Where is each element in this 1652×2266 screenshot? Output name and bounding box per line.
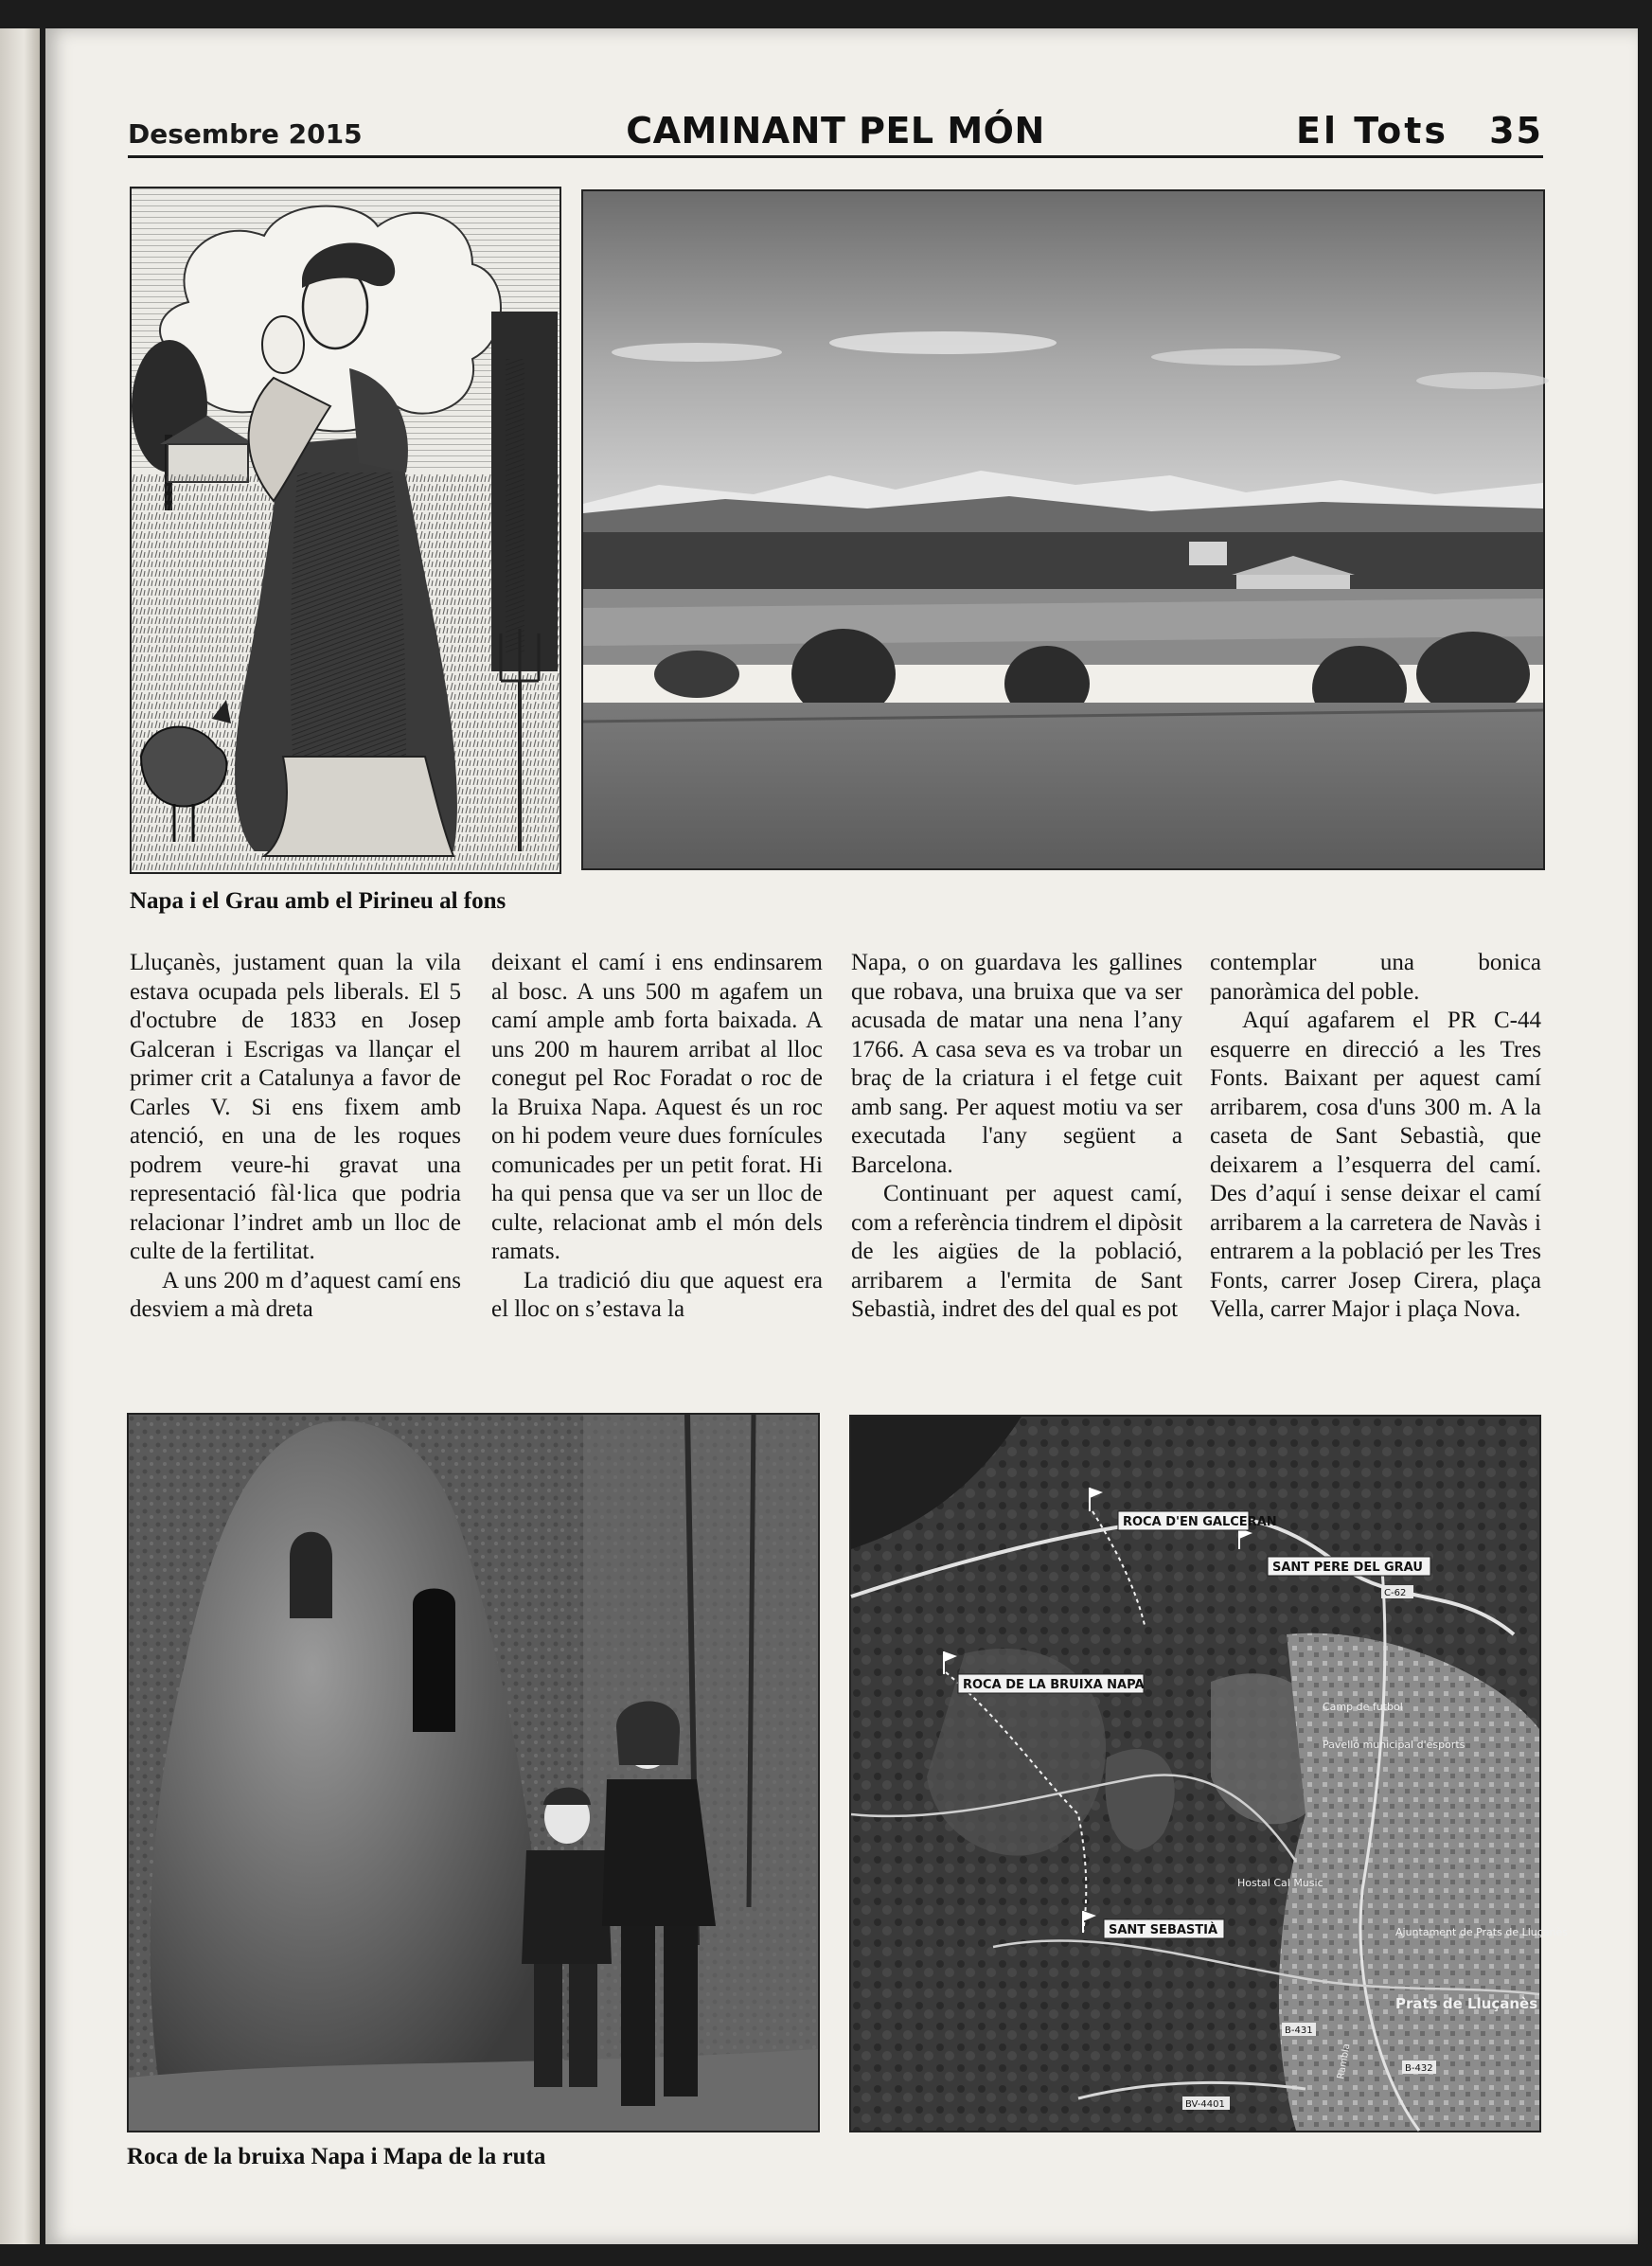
satellite-map: [851, 1417, 1568, 2131]
map-place-label: Camp de futbol: [1323, 1701, 1403, 1713]
map-road-label: BV-4401: [1185, 2099, 1225, 2110]
witch-drawing: [132, 188, 560, 872]
map-place-label: Ajuntament de Prats de Lluçanès: [1395, 1926, 1568, 1938]
route-map: [849, 1415, 1568, 2132]
text-column-4: [1210, 949, 1541, 1325]
map-marker-label: ROCA D'EN GALCERAN: [1123, 1515, 1277, 1529]
paragraph: A uns 200 m d’aquest camí ens desviem a mà dreta: [130, 1267, 461, 1322]
issue-date: Desembre 2015: [128, 118, 363, 150]
map-road-label: B-432: [1405, 2063, 1433, 2074]
map-place-label: Prats de Lluçanès: [1395, 1995, 1538, 2012]
caption-bottom: Roca de la bruixa Napa i Mapa de la ruta: [127, 2144, 546, 2169]
magazine-name: El Tots: [1296, 110, 1448, 152]
paragraph: La tradició diu que aquest era el lloc on s’estava la: [491, 1267, 823, 1322]
pyrenees-landscape: [583, 191, 1543, 868]
landscape-photo: [581, 189, 1545, 870]
rock-photo: [127, 1413, 820, 2132]
map-place-label: Pavelló municipal d'esports: [1323, 1739, 1465, 1751]
previous-page-edge: [0, 28, 40, 2244]
map-marker-label: ROCA DE LA BRUIXA NAPA: [963, 1678, 1145, 1692]
section-title: CAMINANT PEL MÓN: [626, 110, 1045, 152]
paragraph: Lluçanès, justament quan la vila estava ocupada pels liberals. El 5 d'octubre de 1833 en Josep Galceran i Escrigas va llançar el primer crit a Catalunya a favor de Carles V. Si ens fixem amb atenció, en una de les roques podrem veure-hi gravat una representació fàl·lica que podria relacionar l’indret amb un lloc de culte de la fertilitat.: [130, 950, 461, 1264]
witch-illustration: [130, 187, 561, 874]
paragraph: Continuant per aquest camí, com a referència tindrem el dipòsit de les aigües de la població, arribarem a l'ermita de Sant Sebastià, indret des del qual es pot: [851, 1181, 1182, 1322]
text-column-3: [851, 949, 1182, 1325]
map-road-label: Rambla: [1336, 2043, 1353, 2080]
map-place-label: Hostal Cal Music: [1237, 1877, 1323, 1889]
witch-rock-scene: [129, 1415, 818, 2131]
map-marker-label: SANT SEBASTIÀ: [1109, 1923, 1218, 1937]
text-column-1: [130, 949, 461, 1325]
paragraph: contemplar una bonica panoràmica del poble.: [1210, 950, 1541, 1005]
paragraph: Napa, o on guardava les gallines que robava, una bruixa que va ser acusada de matar una nena l’any 1766. A casa seva es va trobar un braç de la criatura i el fetge cuit amb sang. Per aquest motiu va ser executada l'any següent a Barcelona.: [851, 950, 1182, 1178]
page-header: [128, 106, 1543, 158]
paragraph: deixant el camí i ens endinsarem al bosc. A uns 500 m agafem un camí ample amb forta baixada. A uns 200 m haurem arribat al lloc conegut pel Roc Foradat o roc de la Bruixa Napa. Aquest és un roc on hi podem veure dues fornícules comunicades per un petit forat. Hi ha qui pensa que va ser un lloc de culte, relacionat amb el món dels ramats.: [491, 950, 823, 1264]
text-column-2: [491, 949, 823, 1325]
paragraph: Aquí agafarem el PR C-44 esquerre en direcció a les Tres Fonts. Baixant per aquest camí arribarem, cosa d'uns 300 m. A la caseta de Sant Sebastià, que deixarem a l’esquerra del camí. Des d’aquí i sense deixar el camí arribarem a la carretera de Navàs i entrarem a la població per les Tres Fonts, carrer Josep Cirera, plaça Vella, carrer Major i plaça Nova.: [1210, 1008, 1541, 1322]
map-road-label: B-431: [1285, 2025, 1313, 2036]
map-marker-label: SANT PERE DEL GRAU: [1272, 1561, 1423, 1575]
caption-top: Napa i el Grau amb el Pirineu al fons: [130, 888, 506, 914]
map-road-label: C-62: [1384, 1588, 1407, 1598]
page-number: 35: [1489, 110, 1543, 152]
